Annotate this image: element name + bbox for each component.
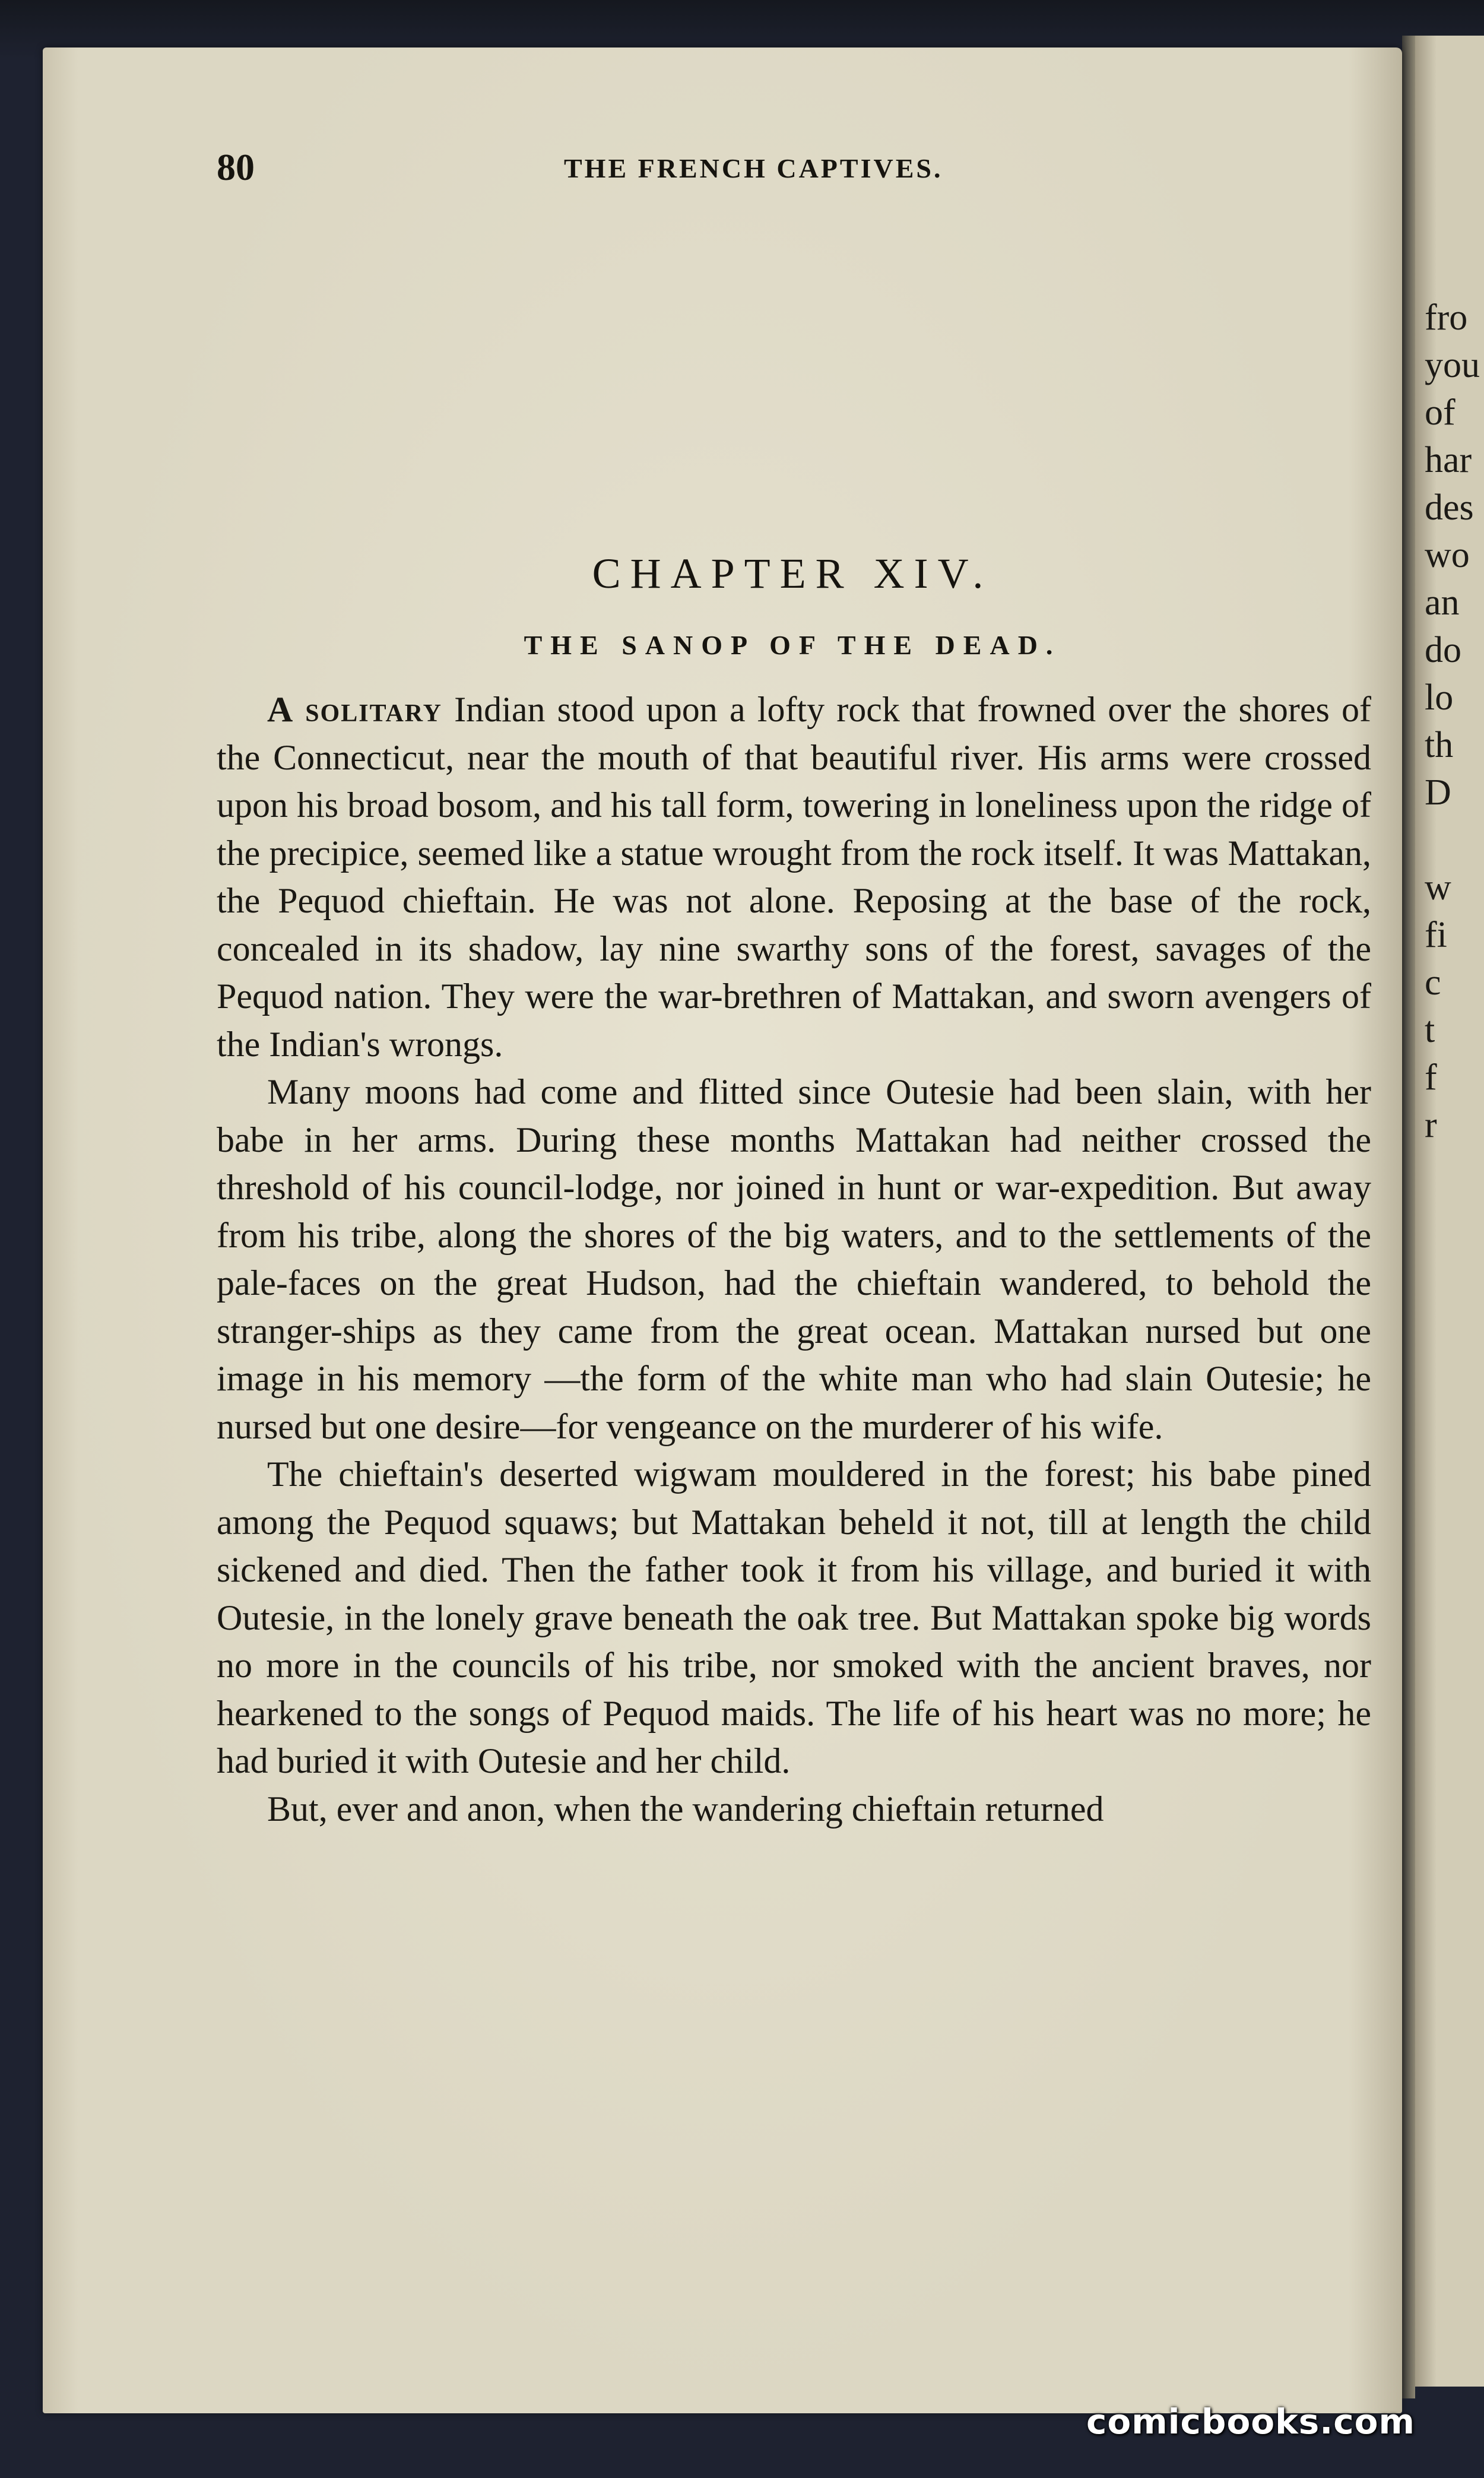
paragraph: The chieftain's deserted wigwam mouldered in the forest; his babe pined among the Pequod squaws; but Mattakan beheld it not, till at length the child sickened and died. Then the father took it from his village, and buried it with Outesie, in the lonely grave beneath the oak tree. But Mattakan spoke big words no more in the councils of his tribe, nor smoked with the ancient braves, nor hearkened to the songs of Pequod maids. The life of his heart was no more; he had buried it with Outesie and her child.	[217, 1455, 1371, 1780]
facing-fragment: you	[1425, 345, 1480, 385]
facing-fragment: D	[1425, 772, 1451, 813]
facing-fragment: wo	[1425, 535, 1470, 575]
chapter-subtitle: THE SANOP OF THE DEAD.	[524, 630, 1061, 660]
facing-fragment: des	[1425, 487, 1474, 528]
gutter-shadow	[1402, 36, 1415, 2398]
facing-fragment: har	[1425, 440, 1472, 480]
facing-fragment: lo	[1425, 677, 1454, 718]
drop-lead: A solitary	[267, 690, 442, 729]
facing-fragment: w	[1425, 867, 1451, 908]
paragraph-text: Indian stood upon a lofty rock that frowned over the shores of the Connecticut, near the mouth of that beautiful river. His arms were crossed upon his broad bosom, and his tall form, towering in loneliness upon the ridge of the precipice, seemed like a statue wrought from the rock itself. It was Mattakan, the Pequod chieftain. He was not alone. Reposing at the base of the rock, concealed in its shadow, lay nine swarthy sons of the forest, savages of the Pequod nation. They were the war-brethren of Mattakan, and sworn avengers of the Indian's wrongs.	[217, 690, 1371, 1064]
paragraph: Many moons had come and flitted since Outesie had been slain, with her babe in her arms. During these months Mattakan had neither crossed the threshold of his council-lodge, nor joined in hunt or war-expedition. But away from his tribe, along the shores of the big waters, and to the settlements of the pale-faces on the great Hudson, had the chieftain wandered, to behold the stranger-ships as they came from the great ocean. Mattakan nursed but one image in his memory —the form of the white man who had slain Outesie; he nursed but one desire—for vengeance on the murderer of his wife.	[217, 1072, 1371, 1446]
facing-fragment: fro	[1425, 297, 1468, 338]
facing-fragment: r	[1425, 1105, 1437, 1145]
facing-fragment: fi	[1425, 915, 1447, 955]
facing-fragment: an	[1425, 582, 1460, 623]
watermark: comicbooks.com	[1086, 2401, 1415, 2442]
facing-fragment: of	[1425, 392, 1456, 433]
facing-fragment: th	[1425, 725, 1454, 765]
paragraph	[217, 686, 1371, 1068]
chapter-title: CHAPTER XIV.	[592, 550, 993, 597]
facing-page	[1413, 36, 1484, 2387]
facing-fragment: t	[1425, 1010, 1435, 1050]
facing-fragment: f	[1425, 1057, 1437, 1098]
page-number: 80	[217, 146, 255, 188]
paragraph: But, ever and anon, when the wandering chieftain returned	[267, 1789, 1104, 1829]
facing-fragment: do	[1425, 630, 1461, 670]
body-text	[217, 686, 1371, 1833]
running-head: THE FRENCH CAPTIVES.	[564, 153, 943, 183]
facing-fragment: c	[1425, 962, 1441, 1003]
